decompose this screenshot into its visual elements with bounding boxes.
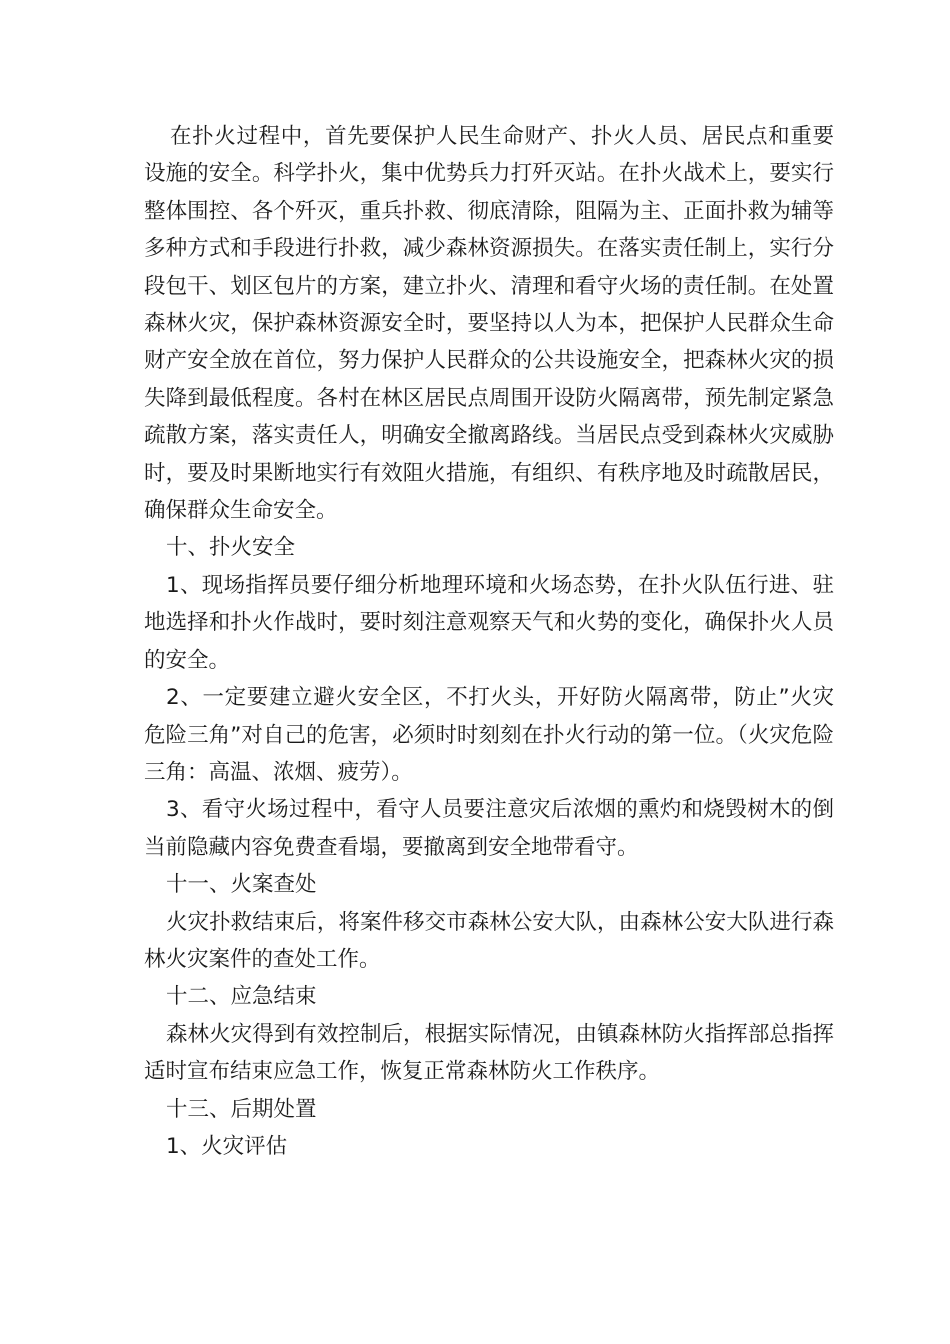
paragraph-safety-item-3: 3、看守火场过程中，看守人员要注意灾后浓烟的熏灼和烧毁树木的倒当前隐藏内容免费查看塌，要撤离到安全地带看守。 [144, 797, 834, 860]
section-heading-emergency-end: 十二、应急结束 [166, 984, 317, 1010]
section-heading-fire-case-investigation: 十一、火案查处 [166, 872, 317, 898]
paragraph-emergency-end: 森林火灾得到有效控制后，根据实际情况，由镇森林防火指挥部总指挥适时宣布结束应急工作，恢复正常森林防火工作秩序。 [144, 1021, 834, 1085]
paragraph-safety-item-2: 2、一定要建立避火安全区，不打火头，开好防火隔离带，防止”火灾危险三角”对自己的危害，必须时时刻刻在扑火行动的第一位。（火灾危险三角：高温、浓烟、疲劳）。 [144, 685, 834, 785]
section-heading-aftermath: 十三、后期处置 [166, 1096, 317, 1122]
paragraph-fire-assessment: 1、火灾评估 [166, 1133, 288, 1159]
paragraph-case-transfer: 火灾扑救结束后，将案件移交市森林公安大队，由森林公安大队进行森林火灾案件的查处工作。 [144, 909, 834, 972]
document-body [144, 118, 834, 1165]
paragraph-safety-item-1: 1、现场指挥员要仔细分析地理环境和火场态势，在扑火队伍行进、驻地选择和扑火作战时，要时刻注意观察天气和火势的变化，确保扑火人员的安全。 [144, 572, 834, 673]
section-heading-fire-fighting-safety: 十、扑火安全 [166, 535, 296, 561]
paragraph-fire-fighting-principles: 在扑火过程中，首先要保护人民生命财产、扑火人员、居民点和重要设施的安全。科学扑火，集中优势兵力打歼灭站。在扑火战术上，要实行整体围控、各个歼灭，重兵扑救、彻底清除，阻隔为主、正面扑救为辅等多种方式和手段进行扑救，减少森林资源损失。在落实责任制上，实行分段包干、划区包片的方案，建立扑火、清理和看守火场的责任制。在处置森林火灾，保护森林资源安全时，要坚持以人为本，把保护人民群众生命财产安全放在首位，努力保护人民群众的公共设施安全，把森林火灾的损失降到最低程度。各村在林区居民点周围开设防火隔离带，预先制定紧急疏散方案，落实责任人，明确安全撤离路线。当居民点受到森林火灾威胁时，要及时果断地实行有效阻火措施，有组织、有秩序地及时疏散居民，确保群众生命安全。 [144, 124, 834, 524]
